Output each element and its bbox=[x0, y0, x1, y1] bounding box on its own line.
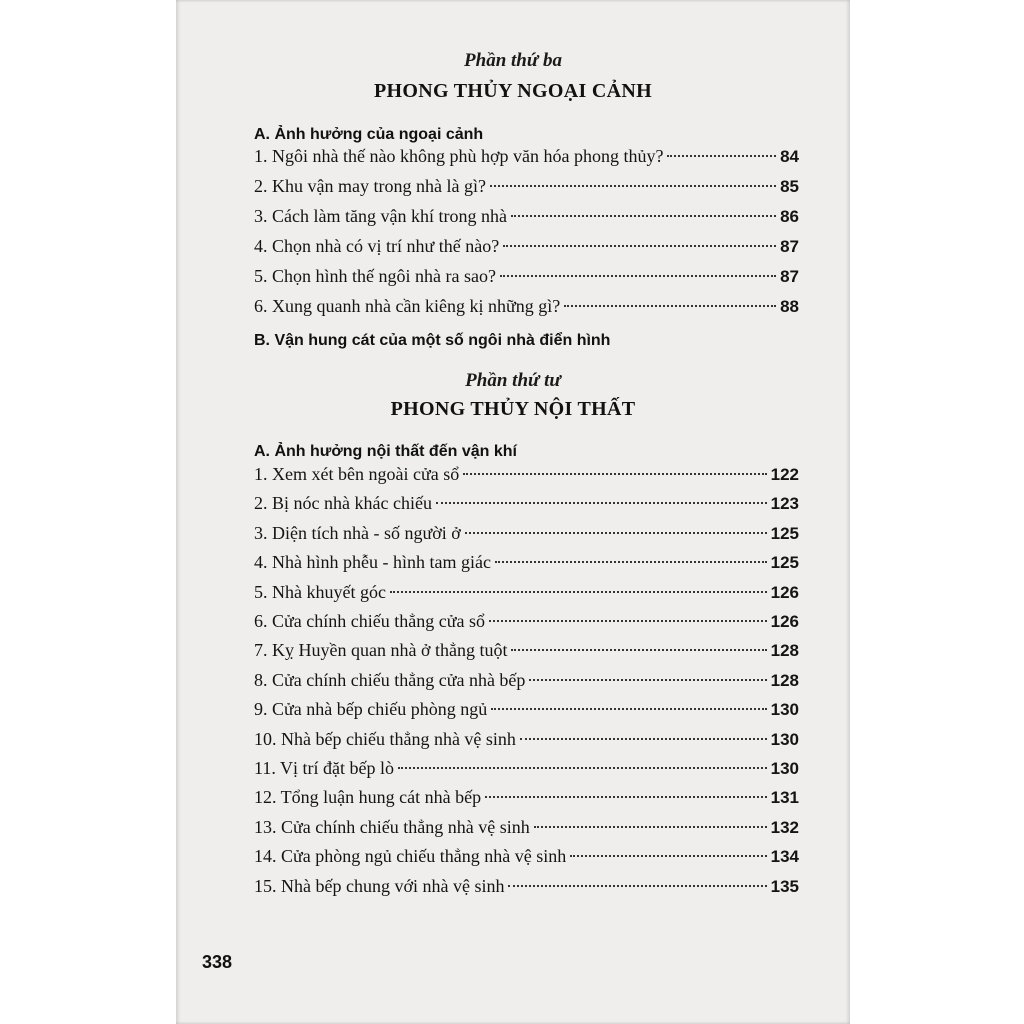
toc-entry-title: 13. Cửa chính chiếu thẳng nhà vệ sinh bbox=[254, 816, 530, 837]
toc-entry-page: 85 bbox=[780, 177, 799, 196]
toc-entry-title: 2. Khu vận may trong nhà là gì? bbox=[254, 176, 486, 196]
toc-entry bbox=[254, 640, 799, 664]
part-four-label: Phần thứ tư bbox=[465, 370, 561, 391]
toc-entry-page: 87 bbox=[780, 237, 799, 256]
toc-entry-page: 126 bbox=[770, 612, 799, 631]
toc-entry-title: 1. Xem xét bên ngoài cửa sổ bbox=[254, 464, 460, 484]
dot-leader bbox=[485, 795, 767, 798]
toc-entry bbox=[254, 464, 799, 488]
toc-entry-page: 125 bbox=[770, 553, 799, 573]
toc-entry-page: 135 bbox=[770, 876, 799, 896]
part-three-label: Phần thứ ba bbox=[464, 50, 562, 71]
toc-entry-page: 128 bbox=[770, 670, 799, 690]
dot-leader bbox=[529, 678, 766, 681]
dot-leader bbox=[491, 707, 766, 710]
toc-entry-page: 88 bbox=[780, 297, 799, 316]
part-four-title: PHONG THỦY NỘI THẤT bbox=[390, 398, 636, 420]
dot-leader bbox=[503, 244, 776, 247]
toc-entry bbox=[254, 176, 799, 200]
toc-entry-page: 130 bbox=[770, 729, 799, 749]
toc-entry-page: 131 bbox=[770, 788, 799, 808]
toc-entry-page: 130 bbox=[770, 759, 799, 778]
toc-entry-title: 11. Vị trí đặt bếp lò bbox=[254, 758, 394, 778]
toc-entry-page: 134 bbox=[770, 847, 799, 867]
toc-entry bbox=[254, 876, 799, 900]
part-three-section-a: A. Ảnh hưởng của ngoại cảnh bbox=[254, 126, 484, 143]
part-four-section-a: A. Ảnh hưởng nội thất đến vận khí bbox=[254, 443, 517, 460]
dot-leader bbox=[490, 184, 776, 187]
toc-entry-title: 12. Tổng luận hung cát nhà bếp bbox=[254, 787, 482, 808]
dot-leader bbox=[465, 531, 767, 534]
toc-entry-title: 10. Nhà bếp chiếu thẳng nhà vệ sinh bbox=[254, 728, 516, 749]
toc-entry bbox=[254, 699, 799, 723]
toc-entry-title: 14. Cửa phòng ngủ chiếu thẳng nhà vệ sinh bbox=[254, 846, 567, 867]
toc-entry-title: 4. Nhà hình phễu - hình tam giác bbox=[254, 552, 491, 573]
toc-entry-page: 130 bbox=[770, 700, 799, 720]
dot-leader bbox=[564, 304, 776, 307]
toc-entry-page: 122 bbox=[770, 465, 799, 484]
dot-leader bbox=[511, 214, 776, 217]
toc-entry bbox=[254, 670, 799, 694]
toc-entry-title: 7. Kỵ Huyền quan nhà ở thẳng tuột bbox=[254, 640, 508, 661]
toc-entry-page: 86 bbox=[780, 207, 799, 226]
toc-entry bbox=[254, 582, 799, 606]
toc-entry-title: 5. Nhà khuyết góc bbox=[254, 581, 386, 602]
toc-entry bbox=[254, 523, 799, 547]
toc-entry-title: 4. Chọn nhà có vị trí như thế nào? bbox=[254, 236, 500, 256]
dot-leader bbox=[495, 560, 767, 563]
toc-entry-title: 8. Cửa chính chiếu thẳng cửa nhà bếp bbox=[254, 669, 526, 690]
toc-entry-page: 87 bbox=[780, 267, 799, 286]
dot-leader bbox=[390, 590, 767, 593]
toc-entry bbox=[254, 493, 799, 517]
toc-entry-title: 3. Cách làm tăng vận khí trong nhà bbox=[254, 206, 507, 226]
dot-leader bbox=[398, 766, 767, 769]
toc-entry bbox=[254, 146, 799, 170]
toc-entry-title: 6. Xung quanh nhà cần kiêng kị những gì? bbox=[254, 296, 561, 316]
toc-entry-page: 123 bbox=[770, 494, 799, 514]
toc-entry bbox=[254, 758, 799, 782]
toc-entry-page: 125 bbox=[770, 523, 799, 543]
toc-entry bbox=[254, 787, 799, 811]
dot-leader bbox=[489, 619, 767, 622]
toc-entry-page: 128 bbox=[770, 641, 799, 661]
toc-entry bbox=[254, 846, 799, 870]
toc-entry bbox=[254, 236, 799, 260]
toc-entry bbox=[254, 206, 799, 230]
dot-leader bbox=[667, 154, 776, 157]
toc-entry-page: 84 bbox=[780, 147, 799, 166]
toc-entry-page: 126 bbox=[770, 582, 799, 602]
toc-entry-title: 15. Nhà bếp chung với nhà vệ sinh bbox=[254, 875, 505, 896]
toc-entry-title: 2. Bị nóc nhà khác chiếu bbox=[254, 493, 432, 514]
page-number: 338 bbox=[202, 952, 233, 972]
book-page bbox=[176, 0, 850, 1024]
toc-entry bbox=[254, 729, 799, 753]
dot-leader bbox=[463, 472, 766, 475]
toc-entry-title: 6. Cửa chính chiếu thẳng cửa sổ bbox=[254, 611, 485, 631]
part-three-section-b: B. Vận hung cát của một số ngôi nhà điển hình bbox=[254, 332, 611, 349]
dot-leader bbox=[500, 274, 776, 277]
toc-entry bbox=[254, 296, 799, 320]
toc-entry-page: 132 bbox=[770, 817, 799, 837]
toc-entry bbox=[254, 817, 799, 841]
dot-leader bbox=[511, 648, 766, 651]
dot-leader bbox=[570, 854, 766, 857]
toc-entry bbox=[254, 266, 799, 290]
dot-leader bbox=[508, 884, 766, 887]
toc-entry-title: 1. Ngôi nhà thế nào không phù hợp văn hóa phong thủy? bbox=[254, 146, 664, 166]
toc-entry-title: 9. Cửa nhà bếp chiếu phòng ngủ bbox=[254, 699, 488, 720]
dot-leader bbox=[520, 737, 767, 740]
toc-entry bbox=[254, 552, 799, 576]
toc-entry-title: 5. Chọn hình thế ngôi nhà ra sao? bbox=[254, 266, 496, 286]
toc-entry-title: 3. Diện tích nhà - số người ở bbox=[254, 522, 461, 543]
part-three-title: PHONG THỦY NGOẠI CẢNH bbox=[374, 80, 652, 102]
dot-leader bbox=[436, 501, 767, 504]
dot-leader bbox=[534, 825, 767, 828]
toc-entry bbox=[254, 611, 799, 635]
